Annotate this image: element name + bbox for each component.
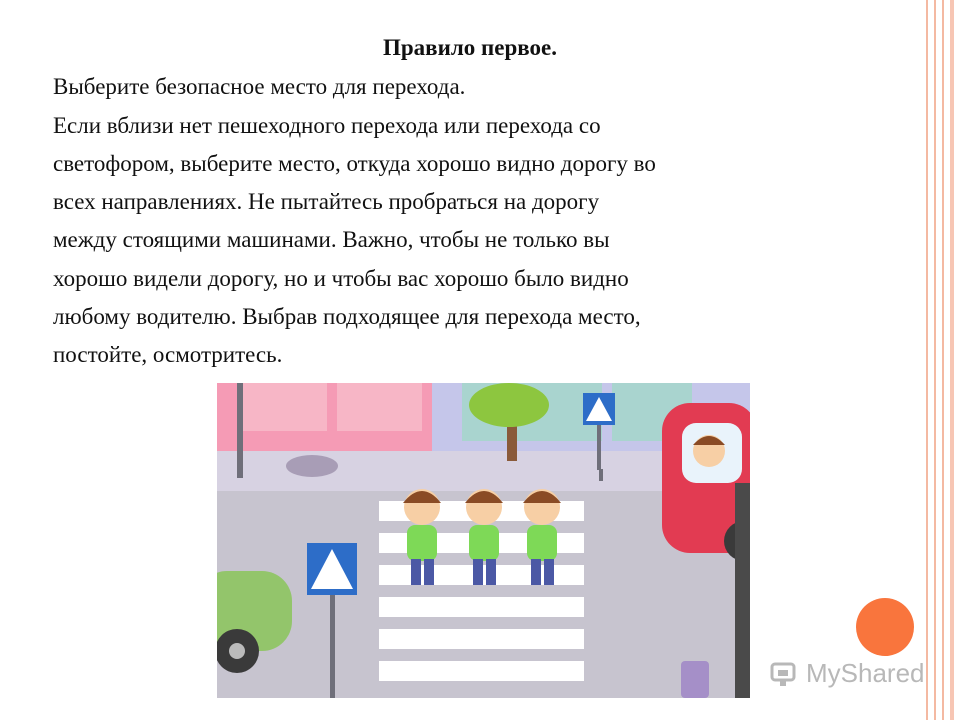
myshared-logo xyxy=(770,656,925,690)
body-line: постойте, осмотритесь. xyxy=(53,342,283,367)
body-line: всех направлениях. Не пытайтесь пробраться на дорогу xyxy=(53,189,600,214)
accent-dot xyxy=(856,598,914,656)
right-decorative-border xyxy=(920,0,960,720)
crosswalk-illustration xyxy=(217,383,750,698)
body-line: светофором, выберите место, откуда хорошо видно дорогу во xyxy=(53,151,656,176)
myshared-logo-icon xyxy=(770,658,800,688)
body-line: Если вблизи нет пешеходного перехода или перехода со xyxy=(53,113,601,138)
logo-text: MyShared xyxy=(806,657,925,688)
body-line: хорошо видели дорогу, но и чтобы вас хорошо было видно xyxy=(53,266,629,291)
body-line: Выберите безопасное место для перехода. xyxy=(53,74,466,99)
body-line: между стоящими машинами. Важно, чтобы не только вы xyxy=(53,227,610,252)
body-line: любому водителю. Выбрав подходящее для перехода место, xyxy=(53,304,641,329)
slide-title: Правило первое. xyxy=(383,35,557,60)
